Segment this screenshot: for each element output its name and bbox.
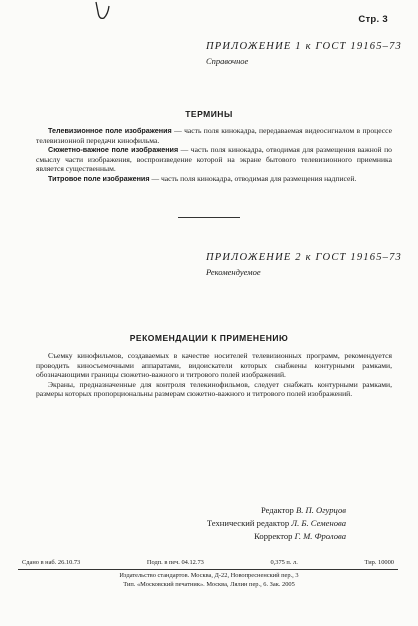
section-divider — [178, 217, 240, 218]
appendix1-title: ПРИЛОЖЕНИЕ 1 к ГОСТ 19165–73 — [206, 41, 403, 52]
appendix2-subtitle: Рекомендуемое — [206, 267, 261, 277]
submitted-date: Сдано в наб. 26.10.73 — [22, 559, 81, 566]
publisher-info — [0, 572, 418, 589]
page-marker: Стр. 3 — [358, 14, 388, 25]
term-entry — [36, 145, 392, 174]
term-entry — [36, 174, 392, 184]
terms-list — [36, 126, 392, 184]
imprint-rule — [18, 569, 398, 570]
editor-line — [100, 530, 346, 543]
appendix2-heading: РЕКОМЕНДАЦИИ К ПРИМЕНЕНИЮ — [129, 333, 289, 343]
editor-name: Л. Б. Семенова — [291, 518, 346, 528]
editor-line — [100, 517, 346, 530]
term-entry — [36, 126, 392, 145]
editors-block — [100, 504, 346, 543]
publisher-line: Издательство стандартов. Москва, Д-22, Новопресненский пер., 3 — [119, 572, 299, 579]
editor-role: Редактор — [260, 505, 294, 515]
paragraph: Съемку кинофильмов, создаваемых в качестве носителей телевизионных программ, рекомендуется проводить киносъемочными аппаратами, видоискатели которых снабжены контурными рамками, обозначающими границы сюжетно-важного и титрового полей изображений. — [36, 351, 392, 380]
term-name: Титровое поле изображения — [48, 173, 150, 183]
appendix1-subtitle: Справочное — [206, 56, 249, 66]
appendix1-heading: ТЕРМИНЫ — [185, 109, 233, 119]
term-definition: — часть поля кинокадра, передаваемая видеосигналом в процессе телевизионной передачи кинофильма. — [36, 126, 392, 145]
appendix2-title: ПРИЛОЖЕНИЕ 2 к ГОСТ 19165–73 — [206, 252, 403, 263]
term-definition: — часть поля кинокадра, отводимая для размещения важной по смыслу части изображения, воспроизведение которой на экране бытового телевизионного приемника является существенным. — [36, 145, 392, 174]
term-definition: — часть поля кинокадра, отводимая для размещения надписей. — [149, 173, 357, 183]
recommendations-text — [36, 351, 392, 399]
editor-name: В. П. Огурцов — [295, 505, 346, 515]
term-name: Сюжетно-важное поле изображения — [48, 145, 179, 155]
editor-line — [100, 504, 346, 517]
editor-name: Г. М. Фролова — [294, 531, 346, 541]
paragraph: Экраны, предназначенные для контроля телекинофильмов, следует снабжать контурными рамками, размеры которых пропорциональны размерам сюжетно-важного и титрового полей изображений. — [36, 379, 392, 399]
print-run: Тир. 10000 — [364, 559, 394, 566]
editor-role: Корректор — [254, 531, 293, 541]
handwritten-mark — [92, 0, 114, 30]
print-sheets: 0,375 п. л. — [270, 559, 298, 566]
term-name: Телевизионное поле изображения — [48, 126, 172, 135]
printer-line: Тип. «Московский печатник». Москва, Лялин пер., 6. Зак. 2005 — [123, 580, 295, 588]
imprint-line — [22, 559, 394, 566]
signed-date: Подп. в печ. 04.12.73 — [146, 559, 204, 566]
editor-role: Технический редактор — [206, 518, 290, 528]
